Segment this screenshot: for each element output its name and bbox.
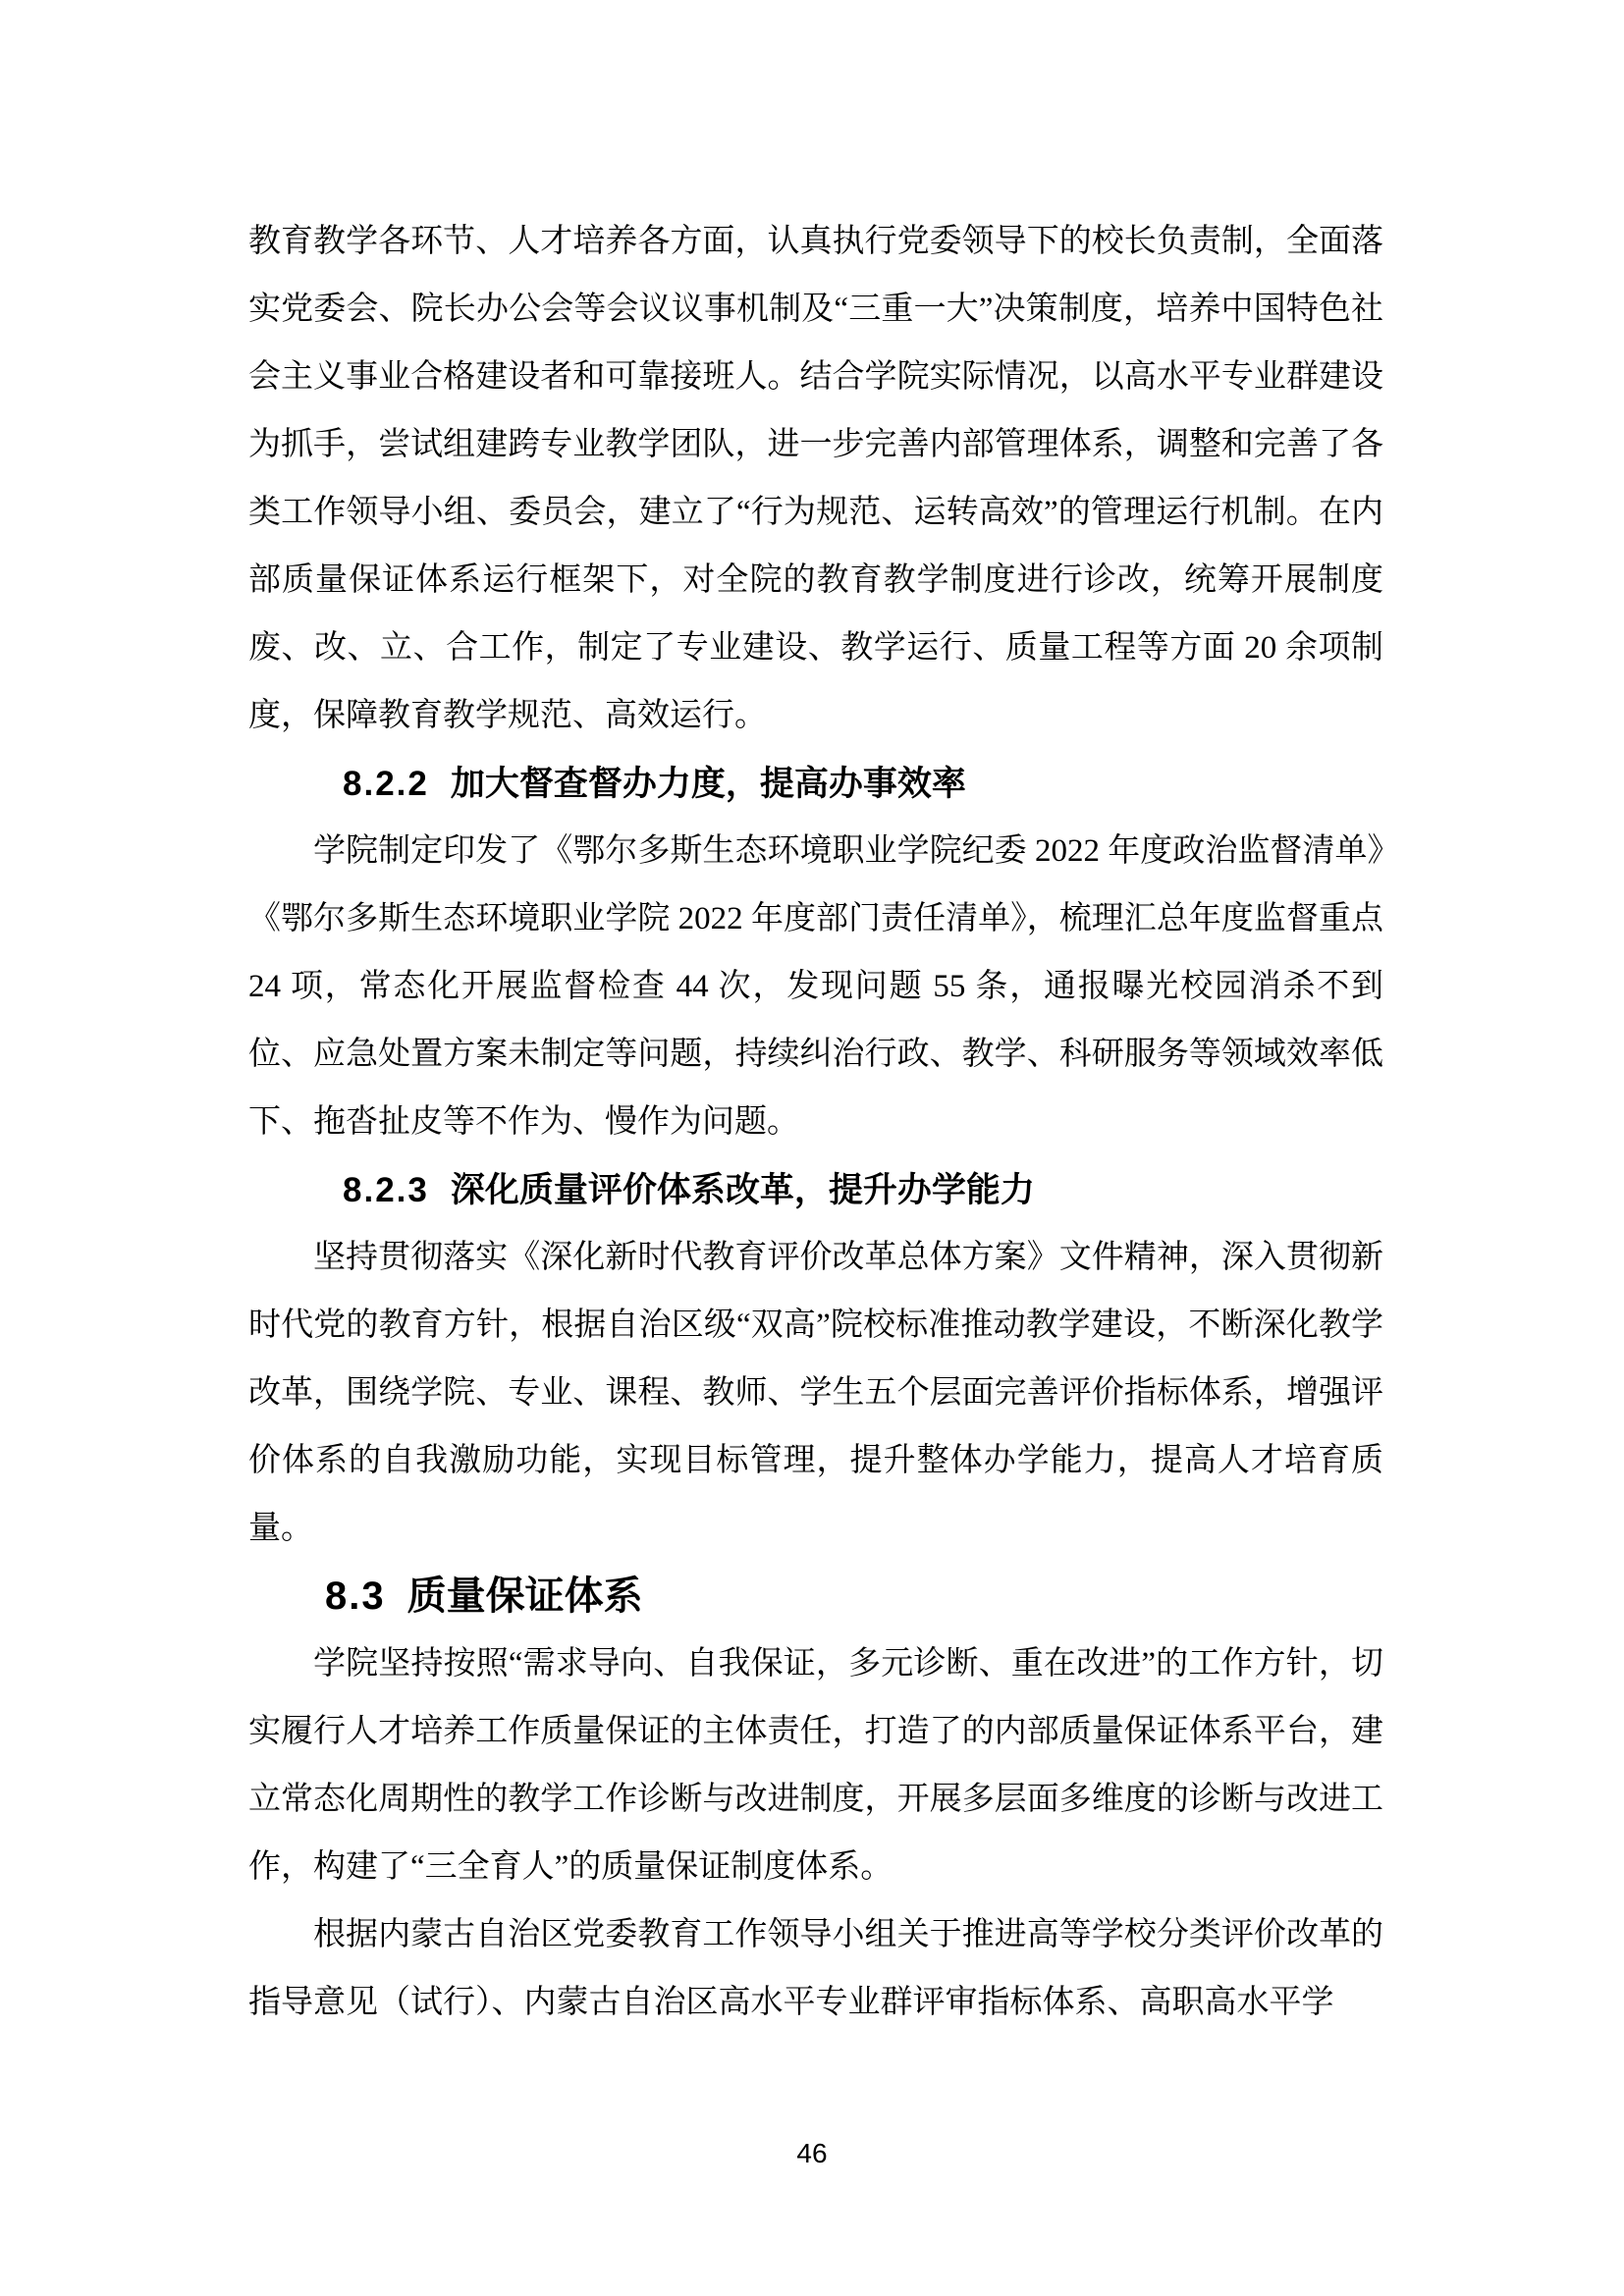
evaluation-reform-paragraph: 坚持贯彻落实《深化新时代教育评价改革总体方案》文件精神，深入贯彻新时代党的教育方针，根据自治区级“双高”院校标准推动教学建设，不断深化教学改革，围绕学院、专业、课程、教师、学生五个层面完善评价指标体系，增强评价体系的自我激励功能，实现目标管理，提升整体办学能力，提高人才培育质量。 [248, 1240, 1383, 1546]
heading-8-2-3-number: 8.2.3 [343, 1171, 429, 1209]
heading-8-2-3 [248, 1156, 1383, 1224]
heading-8-3-number: 8.3 [325, 1575, 386, 1618]
heading-8-3 [248, 1563, 1383, 1630]
heading-8-2-2 [248, 750, 1383, 818]
page-content [248, 208, 1383, 2037]
quality-assurance-paragraph: 学院坚持按照“需求导向、自我保证，多元诊断、重在改进”的工作方针，切实履行人才培养工作质量保证的主体责任，打造了的内部质量保证体系平台，建立常态化周期性的教学工作诊断与改进制度，开展多层面多维度的诊断与改进工作，构建了“三全育人”的质量保证制度体系。 [248, 1646, 1383, 1885]
page-number: 46 [796, 2138, 828, 2168]
heading-8-3-title: 质量保证体系 [406, 1575, 643, 1618]
supervision-paragraph: 学院制定印发了《鄂尔多斯生态环境职业学院纪委 2022 年度政治监督清单》《鄂尔多斯生态环境职业学院 2022 年度部门责任清单》，梳理汇总年度监督重点 24 项，常态化开展监督检查 44 次，发现问题 55 条，通报曝光校园消杀不到位、应急处置方案未制定等问题，持续纠治行政、教学、科研服务等领域效率低下、拖沓扯皮等不作为、慢作为问题。 [248, 833, 1383, 1140]
intro-paragraph: 教育教学各环节、人才培养各方面，认真执行党委领导下的校长负责制，全面落实党委会、院长办公会等会议议事机制及“三重一大”决策制度，培养中国特色社会主义事业合格建设者和可靠接班人。结合学院实际情况，以高水平专业群建设为抓手，尝试组建跨专业教学团队，进一步完善内部管理体系，调整和完善了各类工作领导小组、委员会，建立了“行为规范、运转高效”的管理运行机制。在内部质量保证体系运行框架下，对全院的教育教学制度进行诊改，统筹开展制度废、改、立、合工作，制定了专业建设、教学运行、质量工程等方面 20 余项制度，保障教育教学规范、高效运行。 [248, 224, 1383, 733]
heading-8-2-2-number: 8.2.2 [343, 765, 429, 803]
classification-evaluation-paragraph: 根据内蒙古自治区党委教育工作领导小组关于推进高等学校分类评价改革的指导意见（试行）、内蒙古自治区高水平专业群评审指标体系、高职高水平学 [248, 1917, 1383, 2020]
heading-8-2-3-title: 深化质量评价体系改革，提升办学能力 [450, 1171, 1035, 1209]
heading-8-2-2-title: 加大督查督办力度，提高办事效率 [450, 765, 966, 803]
